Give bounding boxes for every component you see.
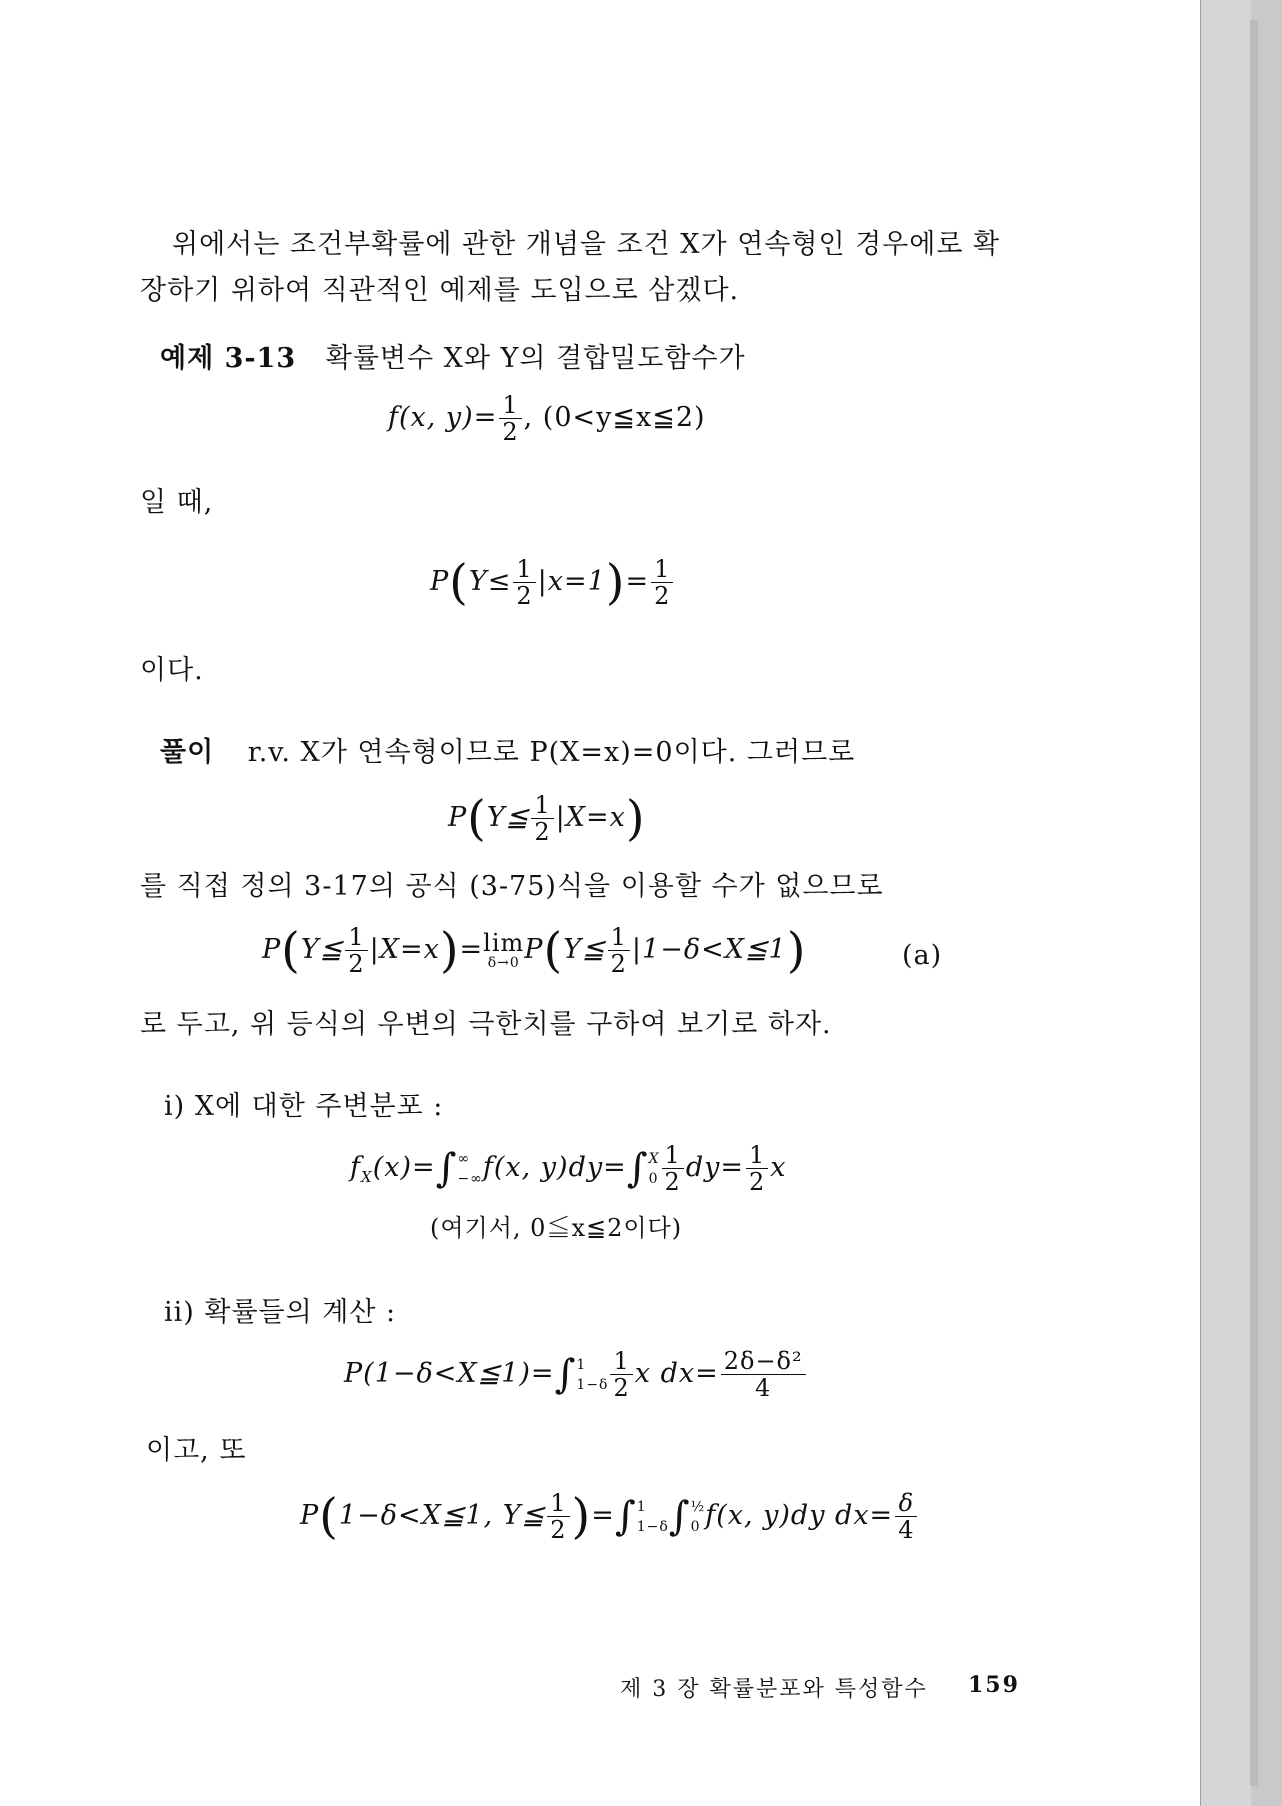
equation-prob-interval: P(1−δ<X≦1)=∫ 1 1−δ $\frac{1}{2}$ x dx= $\frac{\text{2δ−δ²}}{4}$ [344,1348,808,1401]
equation-tag-a: (a) [902,940,943,971]
equation-density [388,392,706,445]
footer-chapter: 제 3 장 확률분포와 특성함수 [620,1677,928,1702]
equation-conditional: P(Y≦ $\frac{1}{2}$ |X=x) [448,790,646,847]
example-text: 확률변수 X와 Y의 결합밀도함수가 [325,343,746,374]
limit-line: 로 두고, 위 등식의 우변의 극한치를 구하여 보기로 하자. [140,1009,832,1040]
equation-joint-prob: P(1−δ<X≦1, Y≦ $\frac{1}{2}$ )=∫ 1 1−δ ∫ ½ 0 f(x, y)dy dx= $\frac{\delta}{4}$ [300,1490,919,1543]
example-label: 예제 3-13 [160,343,297,374]
solution-text: r.v. X가 연속형이므로 P(X=x)=0이다. 그러므로 [247,737,856,768]
equation-limit: P(Y≦ $\frac{1}{2}$ |X=x)= lim δ→0 P(Y≦ $\frac{1}{2}$ |1−δ<X≦1) [262,922,807,979]
equation-marginal: $f_X(x)=\int$ ∞ −∞ f(x, y)dy=∫ X 0 $\frac{1}{2}$ dy= $\frac{1}{2}$ x [350,1141,787,1196]
marginal-note: (여기서, 0≦x≦2이다) [430,1214,683,1242]
page-stack-edge [1200,0,1251,1806]
step-1-heading: i) X에 대한 주변분포 : [164,1091,444,1122]
limit-operator: lim δ→0 [483,928,525,971]
is-text: 이다. [140,655,204,686]
solution-heading [160,730,855,769]
page-stack-shadow [1250,20,1258,1786]
example-heading [160,336,746,375]
footer-page-number: 159 [968,1672,1020,1698]
equation-claim: P(Y≤ $\frac{1}{2}$ |x=1)= $\frac{1}{2}$ [430,556,675,609]
definition-line: 를 직접 정의 3-17의 공식 (3-75)식을 이용할 수가 없으므로 [140,871,884,902]
eq1-fraction: $\frac{1}{2}$ [499,392,521,445]
paragraph-line-2: 장하기 위하여 직관적인 예제를 도입으로 삼겠다. [140,275,740,306]
eq1-lhs: f(x, y)= [388,402,498,433]
and-text: 이고, 또 [146,1435,247,1466]
step-2-heading: ii) 확률들의 계산 : [164,1297,397,1328]
solution-label: 풀이 [160,737,215,768]
when-text: 일 때, [140,487,214,518]
paragraph-line-1: 위에서는 조건부확률에 관한 개념을 조건 X가 연속형인 경우에로 확 [172,229,1001,260]
eq1-condition: , (0<y≦x≦2) [523,402,706,433]
